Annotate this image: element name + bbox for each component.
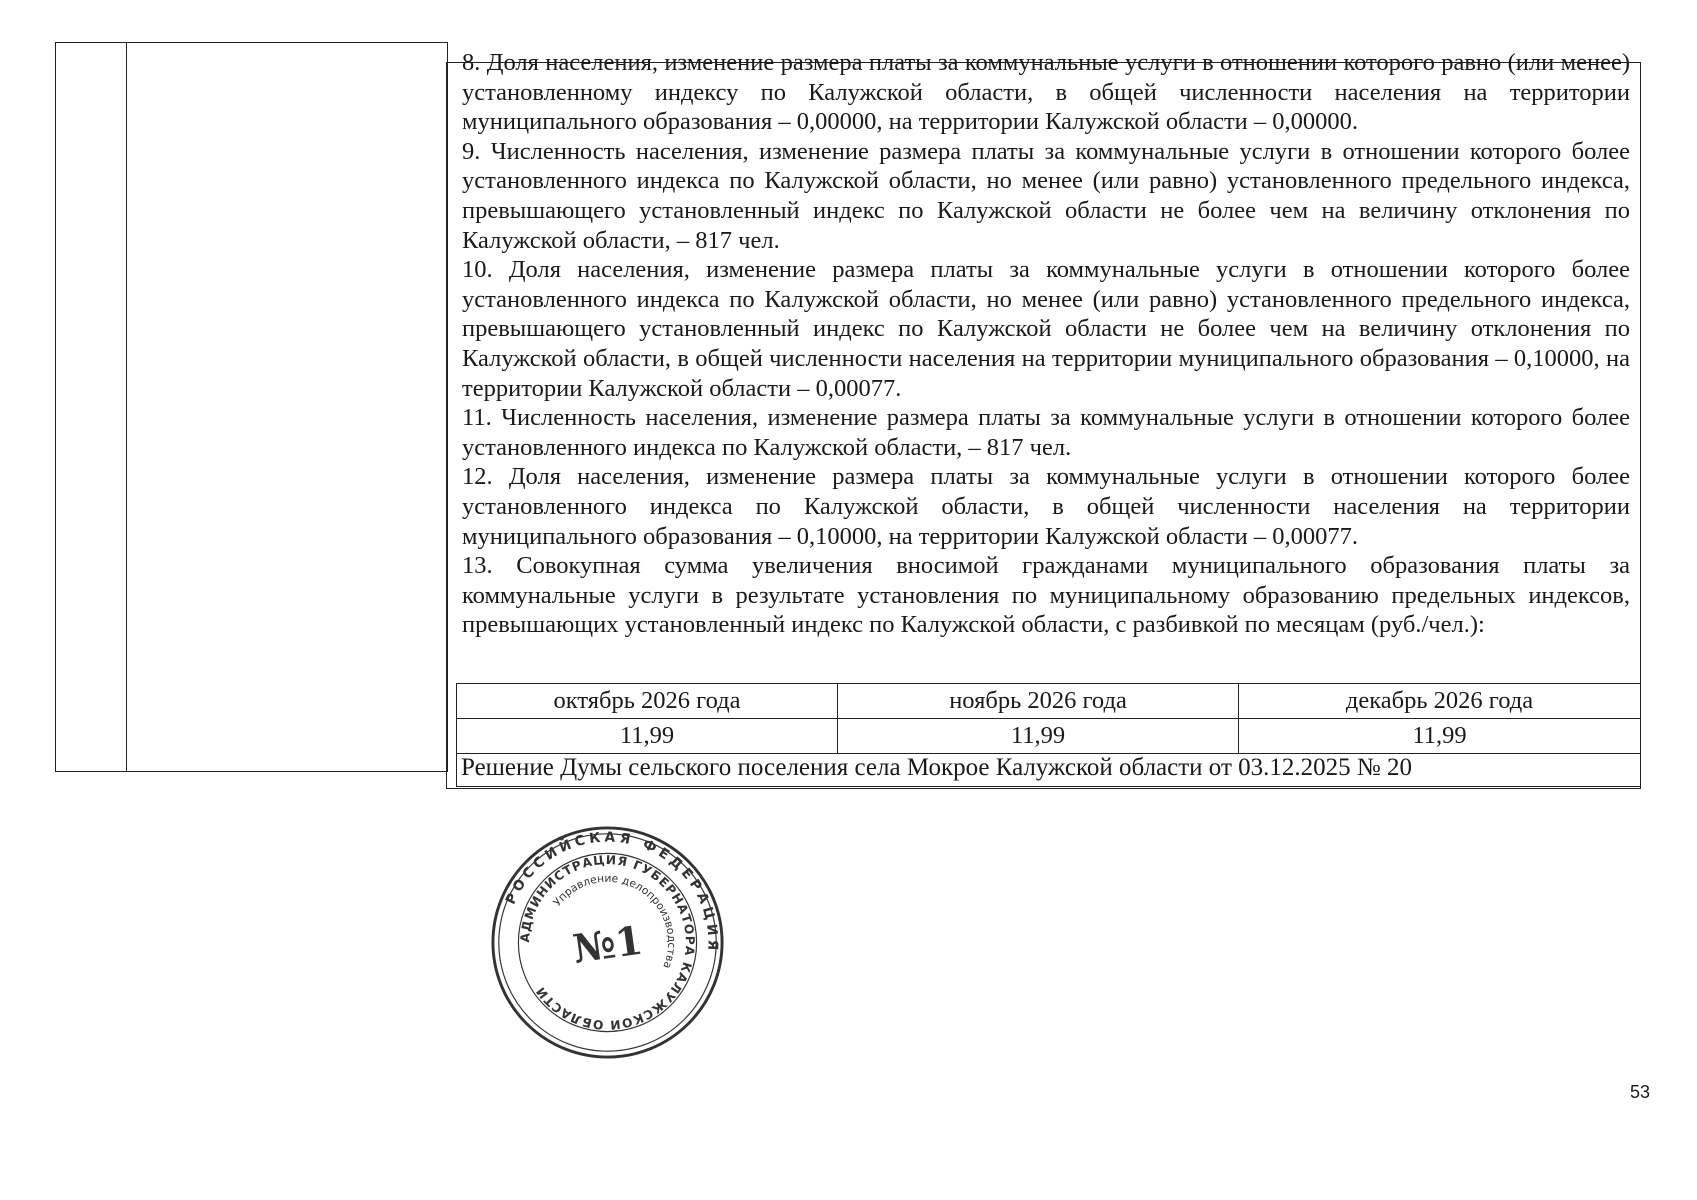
month-value-november: 11,99 <box>838 719 1239 754</box>
seal-center-text: №1 <box>570 917 646 973</box>
months-value-row <box>457 719 1641 754</box>
month-header-october: октябрь 2026 года <box>457 684 838 719</box>
paragraph-10: 10. Доля населения, изменение размера платы за коммунальные услуги в отношении которого более установленного индекса по Калужской области, но менее (или равно) установленного предельного индекса, превышающего установленный индекс по Калужской области не более чем на величину отклонения по Калужской области, в общей численности населения на территории муниципального образования – 0,10000, на территории Калужской области – 0,00077. <box>462 256 1630 402</box>
month-header-november: ноябрь 2026 года <box>838 684 1239 719</box>
months-header-row <box>457 684 1641 719</box>
official-seal <box>490 825 725 1060</box>
decision-reference: Решение Думы сельского поселения села Мокрое Калужской области от 03.12.2025 № 20 <box>456 751 1641 787</box>
paragraph-9: 9. Численность населения, изменение размера платы за коммунальные услуги в отношении которого более установленного индекса по Калужской области, но менее (или равно) установленного предельного индекса, превышающего установленный индекс по Калужской области не более чем на величину отклонения по Калужской области, – 817 чел. <box>462 137 1630 254</box>
month-value-december: 11,99 <box>1239 719 1641 754</box>
paragraph-13: 13. Совокупная сумма увеличения вносимой гражданами муниципального образования платы за коммунальные услуги в результате установления по муниципальному образованию предельных индексов, превышающих установленный индекс по Калужской области, с разбивкой по месяцам (руб./чел.): <box>462 552 1630 639</box>
paragraph-8: 8. Доля населения, изменение размера платы за коммунальные услуги в отношении которого равно (или менее) установленному индексу по Калужской области, в общей численности населения на территории муниципального образования – 0,00000, на территории Калужской области – 0,00000. <box>462 49 1630 136</box>
column-divider <box>126 43 127 771</box>
month-value-october: 11,99 <box>457 719 838 754</box>
page-number: 53 <box>1630 1082 1651 1102</box>
month-header-december: декабрь 2026 года <box>1239 684 1641 719</box>
months-table <box>456 683 1641 754</box>
seal-inner-text: Управление делопроизводства <box>550 871 679 971</box>
content-cell <box>462 48 1630 640</box>
paragraph-12: 12. Доля населения, изменение размера платы за коммунальные услуги в отношении которого более установленного индекса по Калужской области, в общей численности населения на территории муниципального образования – 0,10000, на территории Калужской области – 0,00077. <box>462 463 1630 550</box>
paragraph-11: 11. Численность населения, изменение размера платы за коммунальные услуги в отношении которого более установленного индекса по Калужской области, – 817 чел. <box>462 404 1630 461</box>
table-left-columns <box>55 42 448 772</box>
seal-middle-text: АДМИНИСТРАЦИЯ ГУБЕРНАТОРА КАЛУЖСКОЙ ОБЛАСТИ <box>518 852 697 1032</box>
seal-outer-text: РОССИЙСКАЯ ФЕДЕРАЦИЯ <box>502 829 721 955</box>
